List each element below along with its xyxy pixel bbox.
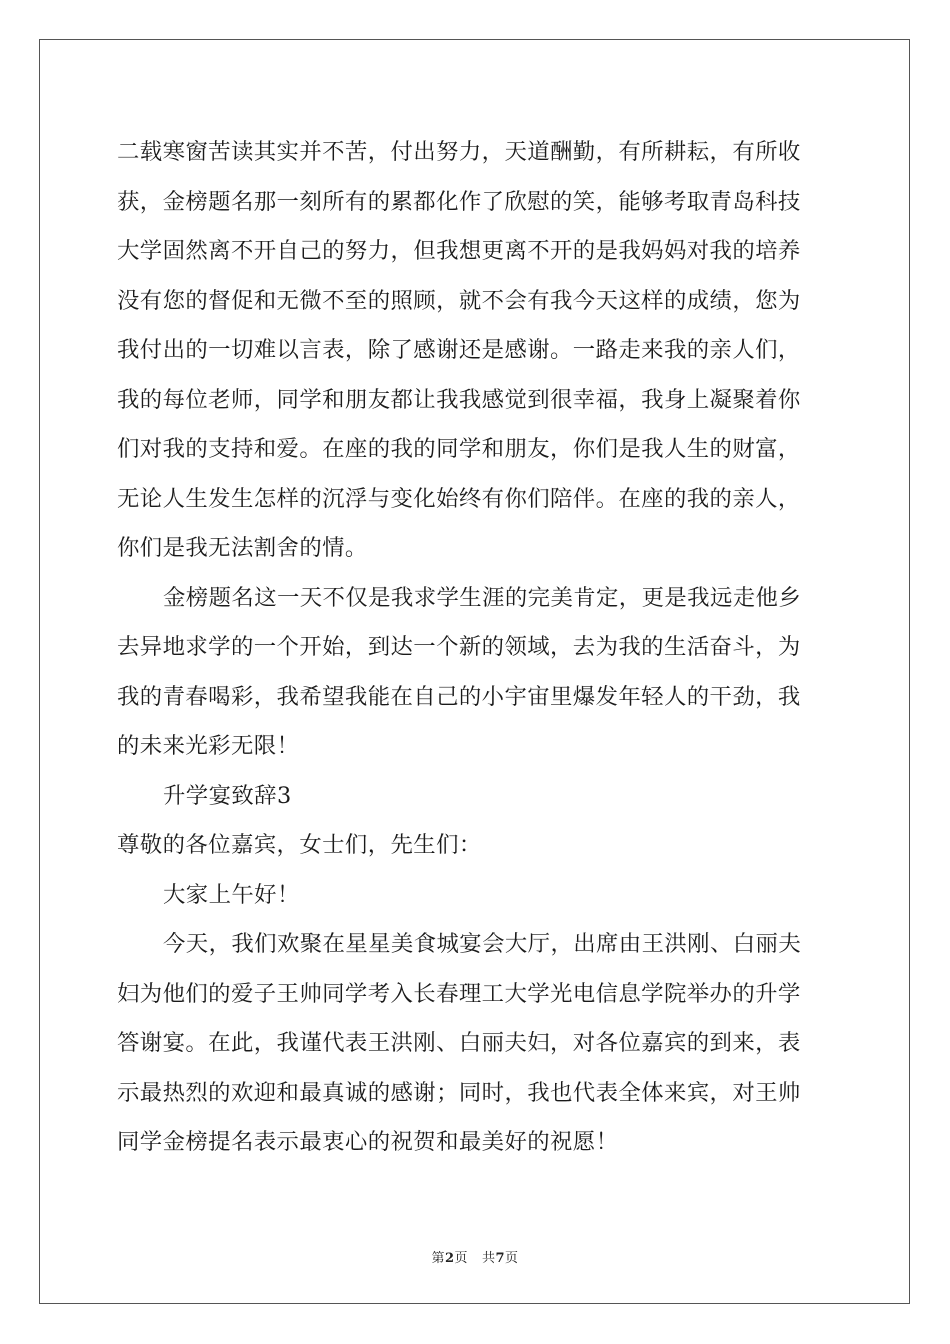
- text-line-8: 无论人生发生怎样的沉浮与变化始终有你们陪伴。在座的我的亲人，: [117, 485, 801, 512]
- text-line-6: 我的每位老师，同学和朋友都让我我感觉到很幸福，我身上凝聚着你: [117, 386, 801, 413]
- text-line-9: 你们是我无法割舍的情。: [117, 535, 368, 561]
- text-line-12: 我的青春喝彩，我希望我能在自己的小宇宙里爆发年轻人的干劲，我: [117, 683, 801, 710]
- text-line-4: 没有您的督促和无微不至的照顾，就不会有我今天这样的成绩，您为: [117, 287, 801, 314]
- section-heading: 升学宴致辞3: [163, 782, 292, 809]
- total-suffix: 页: [505, 1251, 519, 1266]
- text-line-5: 我付出的一切难以言表，除了感谢还是感谢。一路走来我的亲人们，: [117, 337, 801, 363]
- text-line-1: 二载寒窗苦读其实并不苦，付出努力，天道酬勤，有所耕耘，有所收: [117, 139, 801, 165]
- total-prefix: 共: [481, 1251, 496, 1266]
- page-footer: [0, 1247, 950, 1266]
- text-line-20: 示最热烈的欢迎和最真诚的感谢；同时，我也代表全体来宾，对王帅: [117, 1079, 801, 1106]
- text-line-11: 去异地求学的一个开始，到达一个新的领域，去为我的生活奋斗，为: [117, 634, 801, 660]
- text-line-10: 金榜题名这一天不仅是我求学生涯的完美肯定，更是我远走他乡: [163, 584, 802, 611]
- text-line-13: 的未来光彩无限！: [117, 733, 300, 759]
- greeting: 大家上午好！: [163, 881, 300, 908]
- page-total: 7: [495, 1251, 506, 1266]
- document-body: [117, 128, 833, 1168]
- text-line-21: 同学金榜提名表示最衷心的祝贺和最美好的祝愿！: [117, 1129, 619, 1155]
- text-line-3: 大学固然离不开自己的努力，但我想更离不开的是我妈妈对我的培养: [117, 238, 801, 264]
- text-line-2: 获，金榜题名那一刻所有的累都化作了欣慰的笑，能够考取青岛科技: [117, 188, 801, 215]
- text-line-7: 们对我的支持和爱。在座的我的同学和朋友，你们是我人生的财富，: [117, 436, 801, 462]
- page-suffix: 页: [454, 1251, 469, 1266]
- salutation: 尊敬的各位嘉宾，女士们，先生们：: [117, 832, 482, 858]
- page-prefix: 第: [431, 1251, 445, 1266]
- text-line-17: 今天，我们欢聚在星星美食城宴会大厅，出席由王洪刚、白丽夫: [163, 931, 802, 957]
- text-line-19: 答谢宴。在此，我谨代表王洪刚、白丽夫妇，对各位嘉宾的到来，表: [117, 1030, 801, 1056]
- page-current: 2: [444, 1251, 455, 1266]
- text-line-18: 妇为他们的爱子王帅同学考入长春理工大学光电信息学院举办的升学: [117, 980, 801, 1007]
